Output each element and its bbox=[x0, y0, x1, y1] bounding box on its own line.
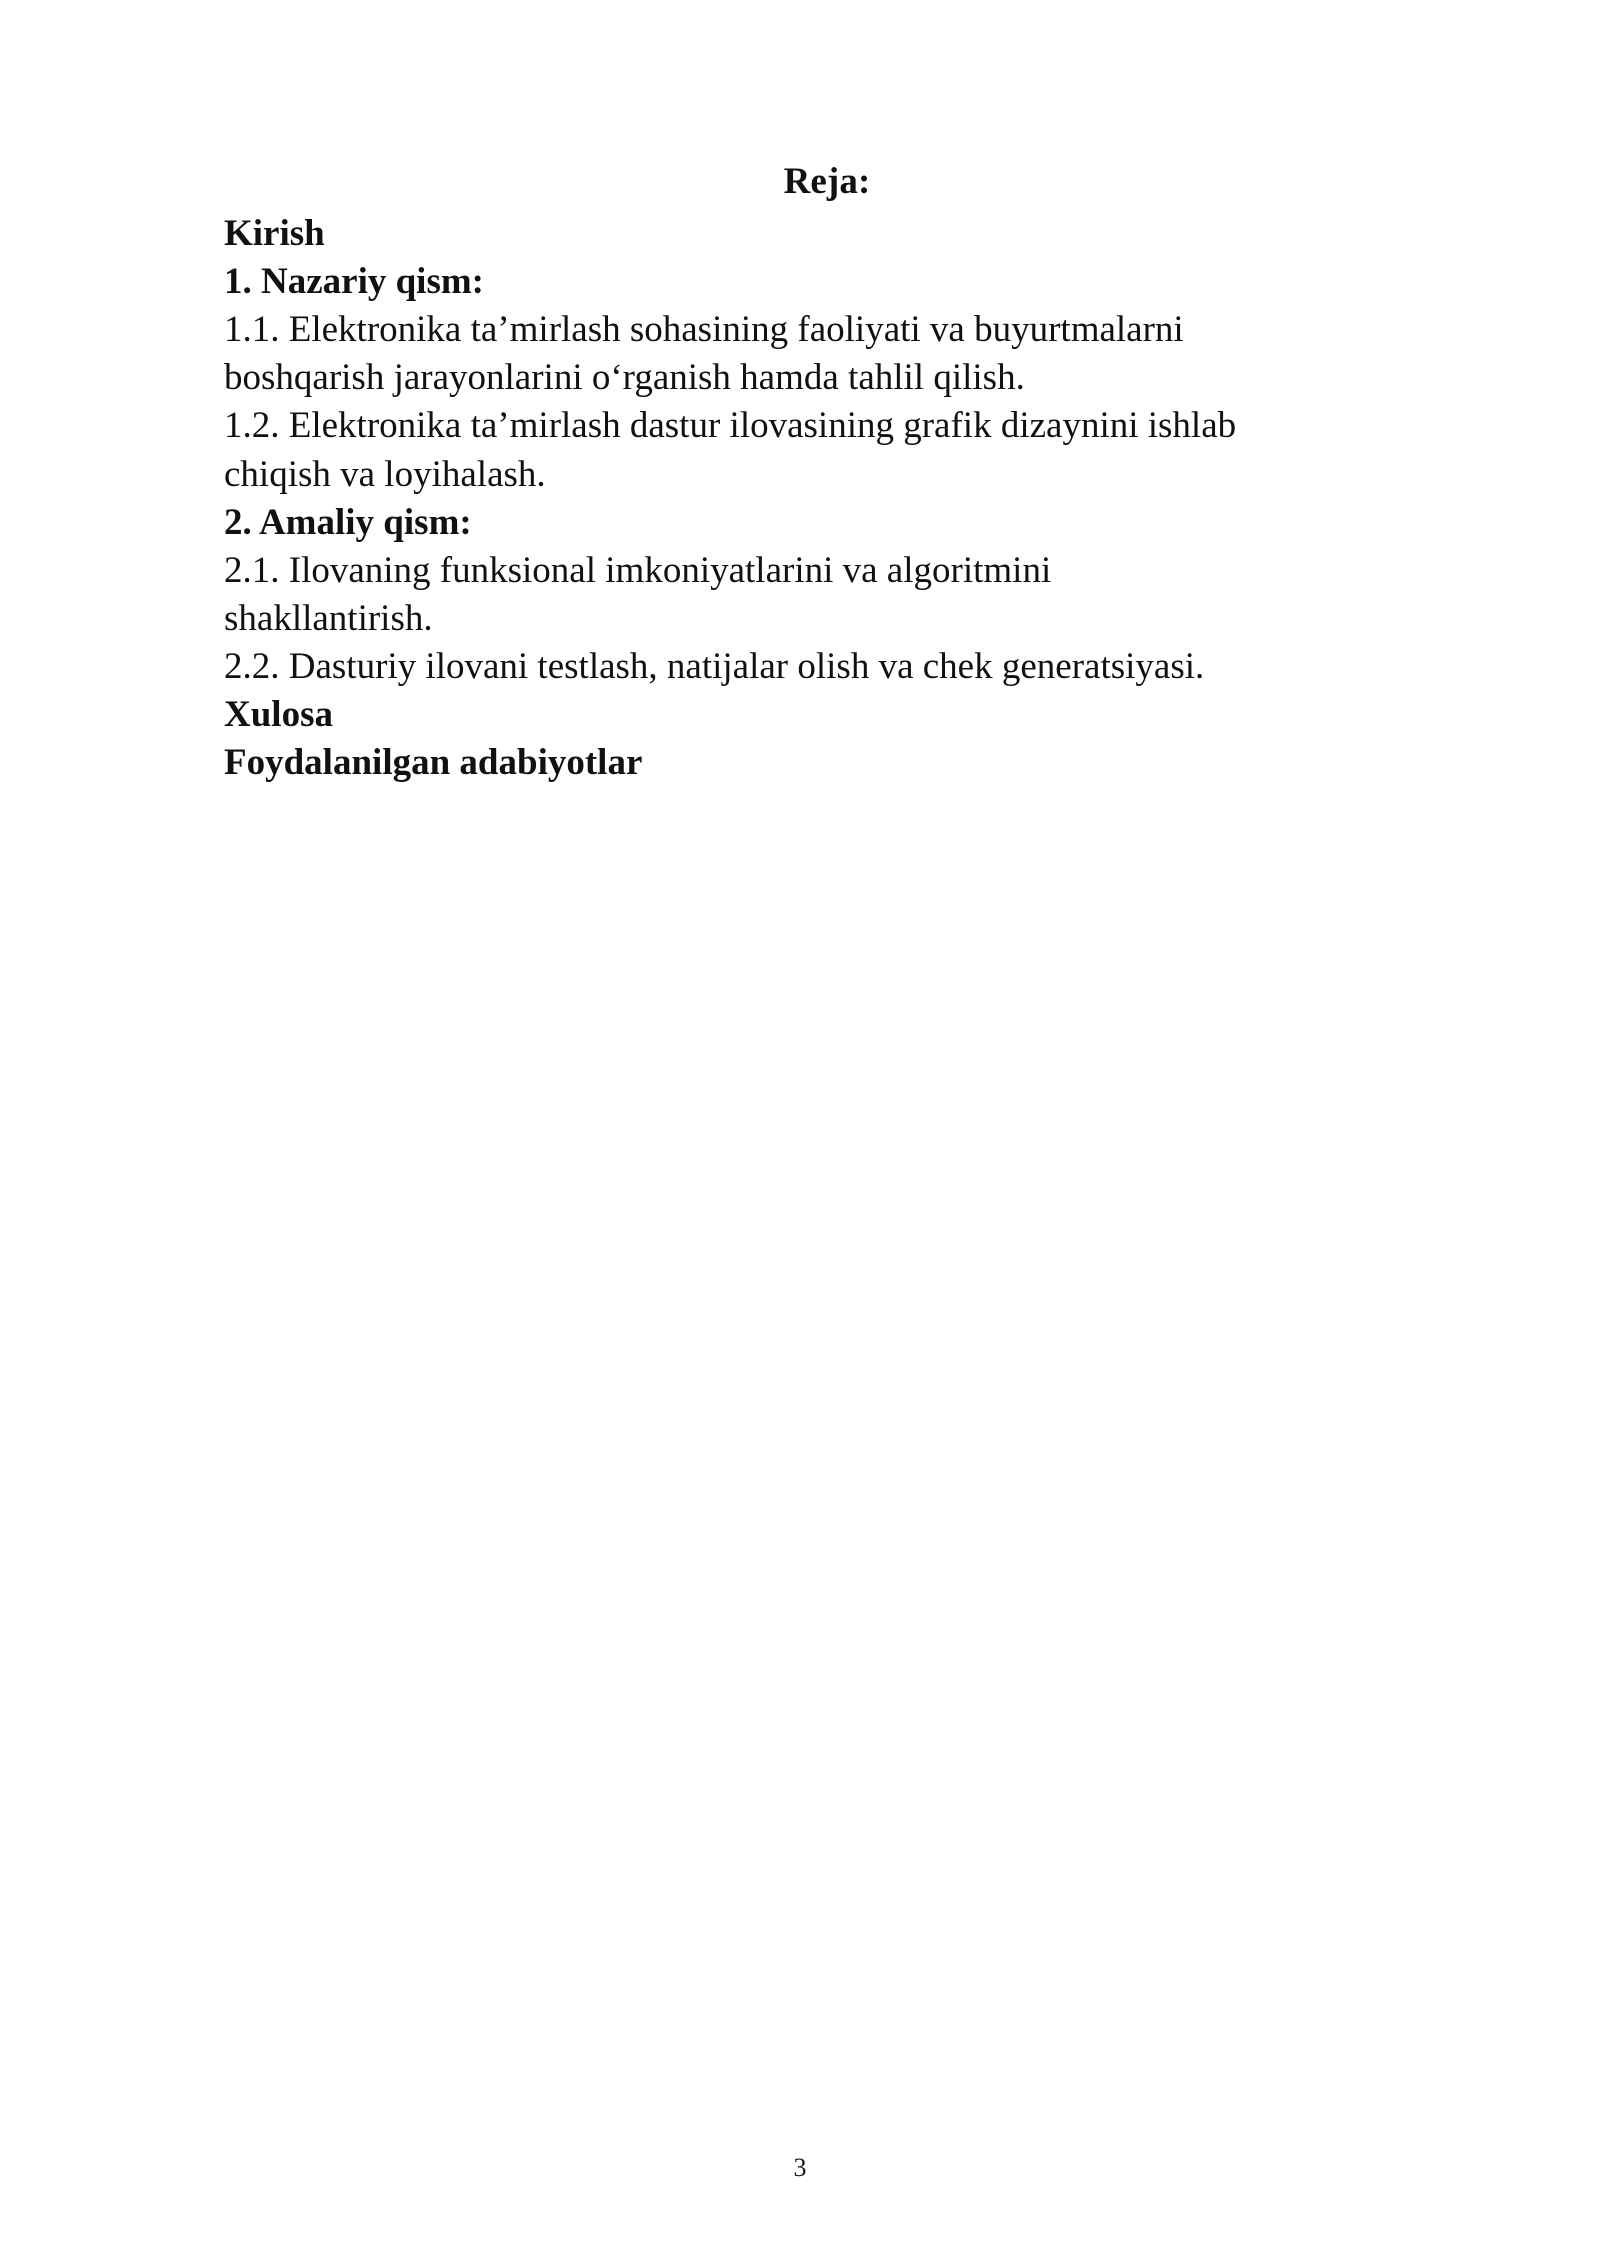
paragraph-line: shakllantirish. bbox=[224, 597, 433, 639]
document-body bbox=[224, 158, 1430, 787]
paragraph-item-1-1 bbox=[224, 306, 1430, 402]
heading-kirish: Kirish bbox=[224, 213, 325, 255]
paragraph-item-1-2 bbox=[224, 402, 1430, 498]
page-title: Reja: bbox=[783, 161, 871, 202]
paragraph-line: 1.1. Elektronika ta’mirlash sohasining faoliyati va buyurtmalarni bbox=[224, 309, 1184, 351]
paragraph-line: 2.2. Dasturiy ilovani testlash, natijalar olish va chek generatsiyasi. bbox=[224, 645, 1205, 687]
paragraph-line: 2.1. Ilovaning funksional imkoniyatlarini va algoritmini bbox=[224, 549, 1052, 591]
heading-xulosa: Xulosa bbox=[224, 694, 333, 736]
paragraph-line: chiqish va loyihalash. bbox=[224, 453, 546, 495]
paragraph-item-2-1 bbox=[224, 547, 1430, 643]
paragraph-line: 1.2. Elektronika ta’mirlash dastur ilovasining grafik dizaynini ishlab bbox=[224, 405, 1237, 447]
heading-section-2: 2. Amaliy qism: bbox=[224, 501, 472, 543]
paragraph-item-2-2 bbox=[224, 643, 1430, 691]
paragraph-line: boshqarish jarayonlarini oʻrganish hamda tahlil qilish. bbox=[224, 357, 1025, 399]
heading-references: Foydalanilgan adabiyotlar bbox=[224, 742, 643, 784]
page-number: 3 bbox=[793, 2153, 807, 2182]
heading-section-1: 1. Nazariy qism: bbox=[224, 261, 484, 303]
